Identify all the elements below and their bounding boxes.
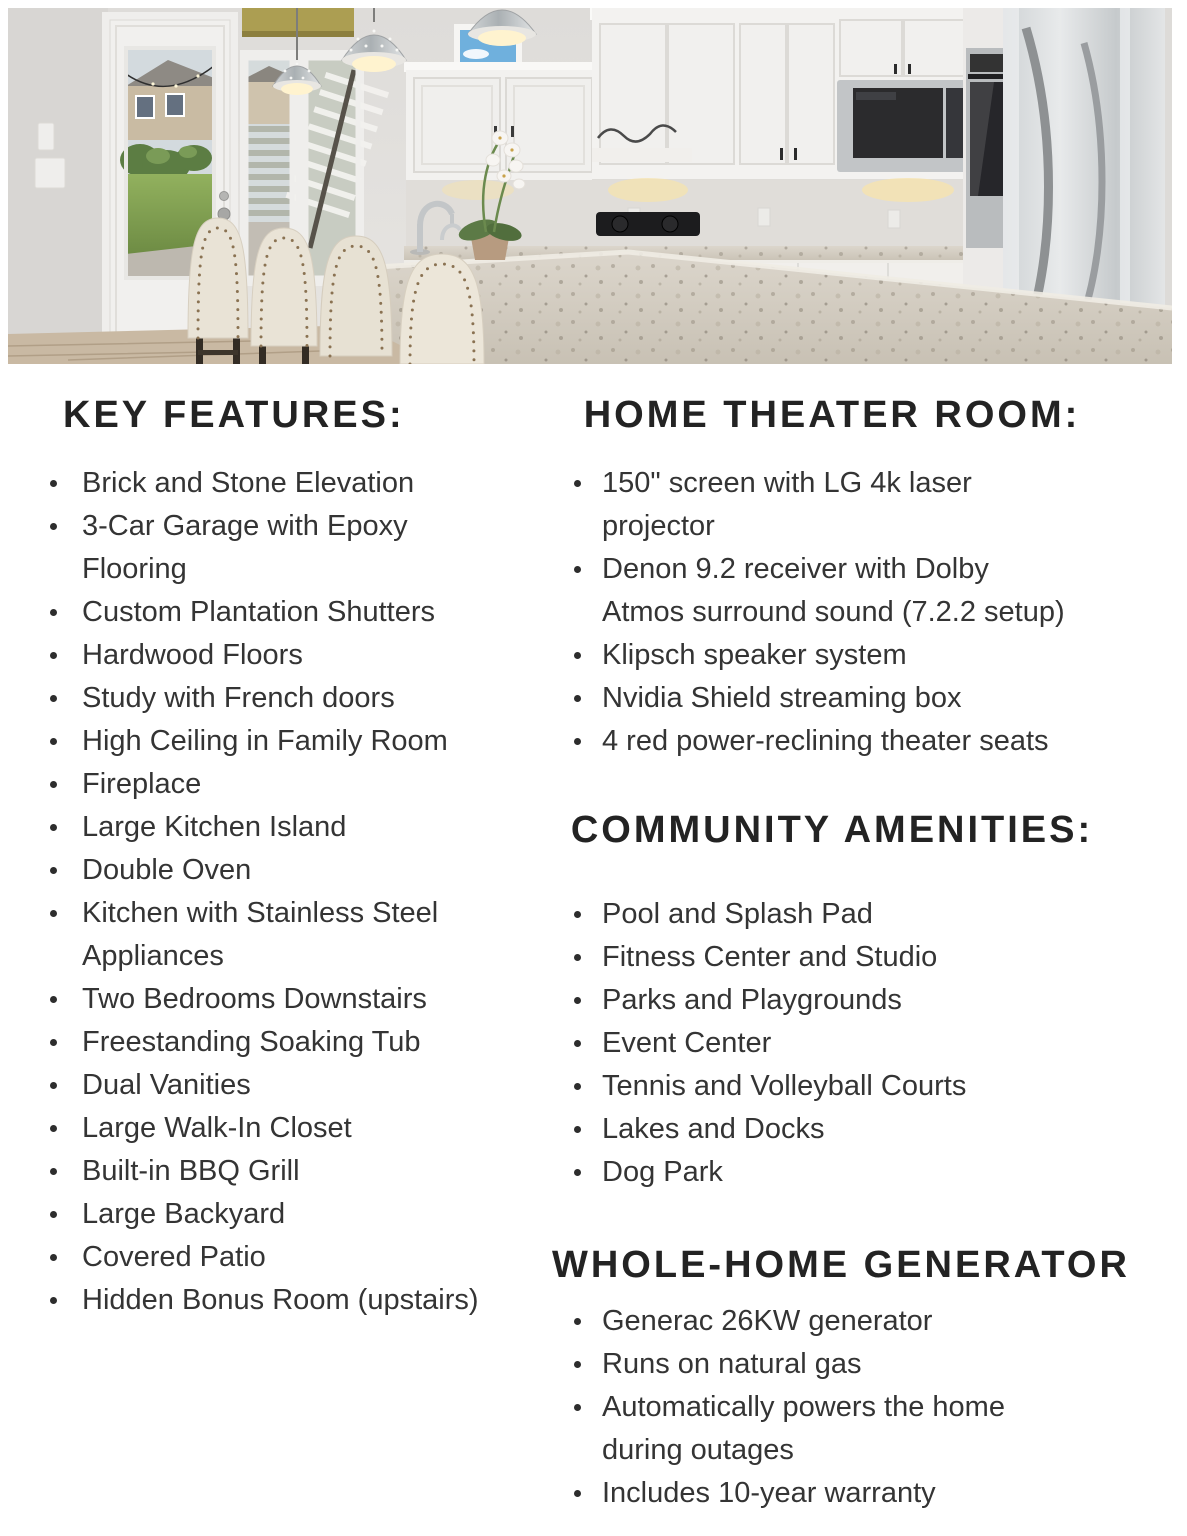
list-item: Klipsch speaker system — [552, 634, 1072, 677]
right-column — [552, 392, 1130, 1515]
list-item: Fireplace — [49, 763, 502, 806]
list-item: 3-Car Garage with Epoxy Flooring — [49, 505, 502, 591]
list-item: Custom Plantation Shutters — [49, 591, 502, 634]
list-item: Event Center — [552, 1022, 1072, 1065]
list-item: Nvidia Shield streaming box — [552, 677, 1072, 720]
section-whole-home-generator — [552, 1242, 1130, 1515]
list-item: Kitchen with Stainless Steel Appliances — [49, 892, 502, 978]
list-item: Tennis and Volleyball Courts — [552, 1065, 1072, 1108]
home-theater-title: HOME THEATER ROOM: — [583, 394, 1081, 436]
list-item: Hardwood Floors — [49, 634, 502, 677]
kitchen-photo — [8, 8, 1172, 364]
list-item: Freestanding Soaking Tub — [49, 1021, 502, 1064]
list-item: Parks and Playgrounds — [552, 979, 1072, 1022]
list-item: 4 red power-reclining theater seats — [552, 720, 1072, 763]
list-item: Denon 9.2 receiver with Dolby Atmos surround sound (7.2.2 setup) — [552, 548, 1072, 634]
list-item: Brick and Stone Elevation — [49, 462, 502, 505]
community-amenities-title: COMMUNITY AMENITIES: — [570, 809, 1094, 851]
list-item: Large Kitchen Island — [49, 806, 502, 849]
list-item: Dog Park — [552, 1151, 1072, 1194]
list-item: Large Walk-In Closet — [49, 1107, 502, 1150]
microwave — [837, 80, 969, 172]
list-item: Double Oven — [49, 849, 502, 892]
list-item: Lakes and Docks — [552, 1108, 1072, 1151]
list-item: Automatically powers the home during outages — [552, 1386, 1072, 1472]
list-item: Built-in BBQ Grill — [49, 1150, 502, 1193]
section-home-theater — [552, 392, 1112, 763]
list-item: Study with French doors — [49, 677, 502, 720]
gas-cooktop — [596, 212, 700, 236]
section-community-amenities — [552, 807, 1112, 1194]
list-item: Covered Patio — [49, 1236, 502, 1279]
upper-cabinets-left — [404, 62, 600, 180]
whole-home-generator-list — [552, 1300, 1112, 1515]
list-item: Fitness Center and Studio — [552, 936, 1072, 979]
whole-home-generator-title: WHOLE-HOME GENERATOR — [552, 1244, 1130, 1286]
home-theater-list — [552, 462, 1112, 763]
list-item: High Ceiling in Family Room — [49, 720, 502, 763]
list-item: Pool and Splash Pad — [552, 893, 1072, 936]
key-features-title: KEY FEATURES: — [63, 394, 405, 436]
list-item: Dual Vanities — [49, 1064, 502, 1107]
list-item: 150" screen with LG 4k laser projector — [552, 462, 1072, 548]
list-item: Includes 10-year warranty — [552, 1472, 1072, 1515]
key-features-list — [49, 462, 549, 1322]
list-item: Runs on natural gas — [552, 1343, 1072, 1386]
list-item: Generac 26KW generator — [552, 1300, 1072, 1343]
photo-frame — [8, 8, 1172, 364]
community-amenities-list — [552, 893, 1112, 1194]
list-item: Hidden Bonus Room (upstairs) — [49, 1279, 502, 1322]
list-item: Large Backyard — [49, 1193, 502, 1236]
list-item: Two Bedrooms Downstairs — [49, 978, 502, 1021]
section-key-features — [49, 392, 549, 1322]
